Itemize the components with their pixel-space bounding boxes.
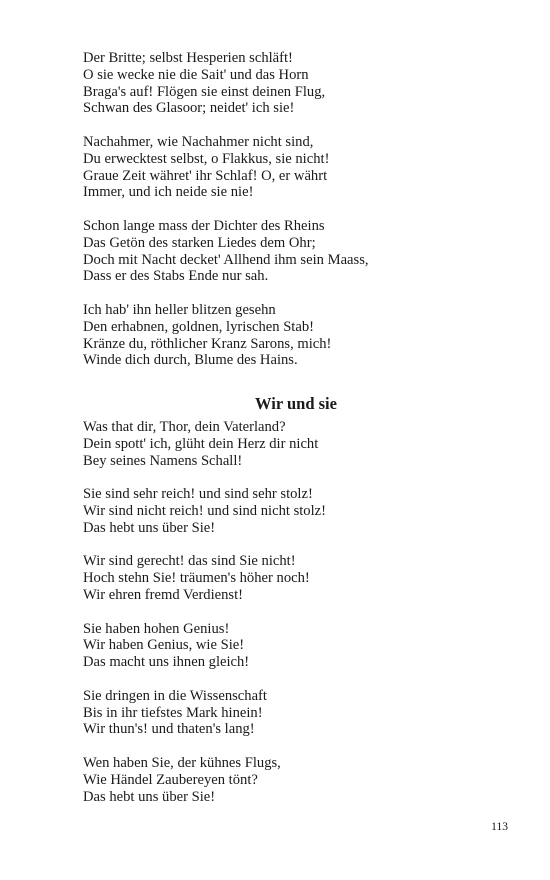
poem-body [83,419,483,805]
verse-line: Der Britte; selbst Hesperien schläft! [83,50,293,66]
verse-line: Hoch stehn Sie! träumen's höher noch! [83,570,310,587]
verse-line: Braga's auf! Flögen sie einst deinen Flug, [83,83,326,100]
poem-title: Wir und sie [255,394,337,413]
verse-line: Das Getön des starken Liedes dem Ohr; [83,234,316,251]
verse-line: Du erwecktest selbst, o Flakkus, sie nicht! [83,150,330,167]
verse-line: Bis in ihr tiefstes Mark hinein! [83,704,263,721]
stanza [83,553,483,603]
verse-line: Dein spott' ich, glüht dein Herz dir nicht [83,435,319,452]
stanza [83,218,483,285]
stanza [83,755,483,805]
verse-line: Das macht uns ihnen gleich! [83,654,250,671]
verse-line: Wir ehren fremd Verdienst! [83,586,244,603]
verse-line: O sie wecke nie die Sait' und das Horn [83,66,309,83]
page-number: 113 [491,821,508,833]
verse-line: Sie dringen in die Wissenschaft [83,687,267,704]
verse-line: Das hebt uns über Sie! [83,788,216,805]
verse-line: Wir sind gerecht! das sind Sie nicht! [83,553,296,570]
verse-line: Graue Zeit währet' ihr Schlaf! O, er währt [83,167,328,184]
verse-line: Sie sind sehr reich! und sind sehr stolz! [83,486,313,503]
poem-continuation [83,50,483,369]
stanza [83,621,483,671]
verse-line: Wir sind nicht reich! und sind nicht stolz! [83,502,326,519]
verse-line: Bey seines Namens Schall! [83,452,243,469]
verse-line: Den erhabnen, goldnen, lyrischen Stab! [83,318,314,335]
verse-line: Sie haben hohen Genius! [83,620,230,637]
verse-line: Schwan des Glasoor; neidet' ich sie! [83,100,295,117]
verse-line: Wie Händel Zaubereyen tönt? [83,771,258,788]
stanza [83,50,483,117]
verse-line: Das hebt uns über Sie! [83,519,216,536]
verse-line: Kränze du, röthlicher Kranz Sarons, mich! [83,335,332,352]
verse-line: Winde dich durch, Blume des Hains. [83,352,298,369]
verse-line: Wir haben Genius, wie Sie! [83,637,245,654]
verse-line: Wen haben Sie, der kühnes Flugs, [83,754,281,771]
verse-line: Schon lange mass der Dichter des Rheins [83,217,325,234]
stanza [83,419,483,469]
stanza [83,688,483,738]
stanza [83,134,483,201]
verse-line: Ich hab' ihn heller blitzen gesehn [83,301,276,318]
verse-line: Nachahmer, wie Nachahmer nicht sind, [83,133,314,150]
stanza [83,486,483,536]
verse-line: Doch mit Nacht decket' Allhend ihm sein Maass, [83,251,369,268]
verse-line: Immer, und ich neide sie nie! [83,184,254,201]
verse-line: Dass er des Stabs Ende nur sah. [83,268,269,285]
verse-line: Was that dir, Thor, dein Vaterland? [83,419,286,435]
verse-line: Wir thun's! und thaten's lang! [83,721,255,738]
stanza [83,302,483,369]
